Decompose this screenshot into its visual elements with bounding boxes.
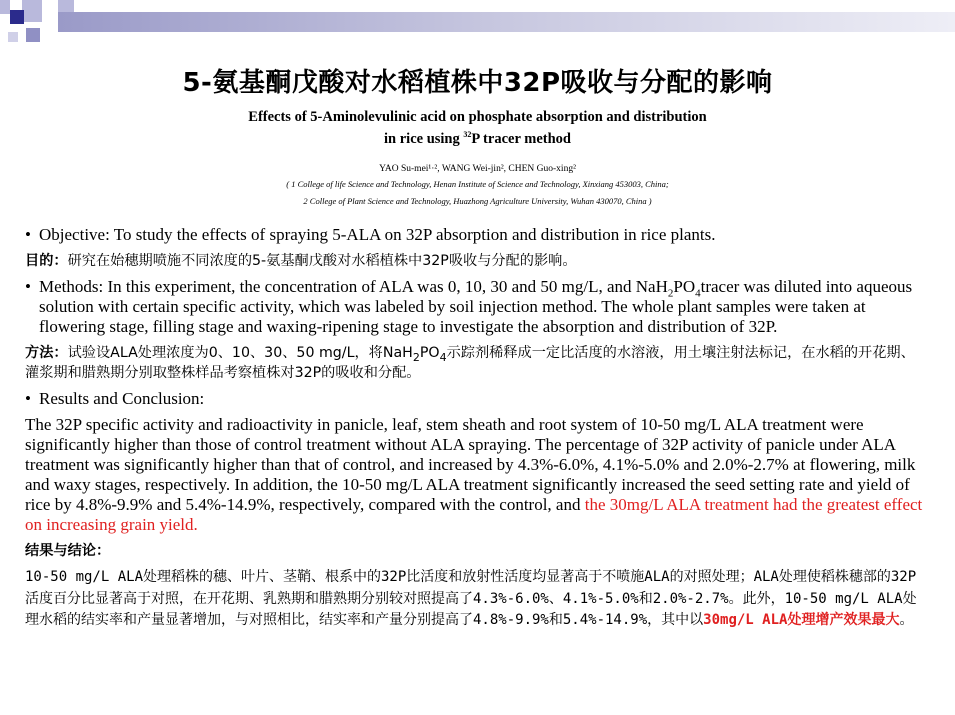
methods-en-mid: PO <box>673 277 696 296</box>
methods-zh <box>25 343 925 383</box>
paper-affiliation-1: ( 1 College of life Science and Technology, Henan Institute of Science and Technology, Xinxiang 453003, China; <box>286 179 669 189</box>
objective-zh-text: 研究在始穗期喷施不同浓度的5-氨基酮戊酸对水稻植株中32P吸收与分配的影响。 <box>67 253 577 269</box>
results-zh <box>25 567 925 632</box>
methods-en-text: Methods: In this experiment, the concentration of ALA was 0, 10, 30 and 50 mg/L, and NaH <box>39 277 668 296</box>
slide-title: 5-氨基酮戊酸对水稻植株中32P吸收与分配的影响 <box>182 68 773 98</box>
methods-en-sub1: 2 <box>667 287 674 300</box>
decorative-header-squares <box>0 0 955 50</box>
title-line2-end: P tracer method <box>471 131 571 147</box>
paper-english-title-line2 <box>0 128 955 150</box>
objective-zh-label: 目的： <box>25 253 68 269</box>
results-en-text: The 32P specific activity and radioactivity in panicle, leaf, stem sheath and root system of 10-50 mg/L ALA treatment were significantly higher than those of control treatment without ALA spraying. The percentage of 32P activity of panicle under ALA treatment was significantly higher than that of control, and increased by 4.3%-6.0%, 4.1%-5.0% and 2.0%-2.7% at flowering, milk and waxy stages, respectively. In addition, the 10-50 mg/L ALA treatment significantly increased the seed setting rate and yield of rice by 4.8%-9.9% and 5.4%-14.9%, respectively, compared with the control, and <box>25 415 916 514</box>
results-en <box>25 415 925 535</box>
results-zh-label-row <box>25 541 925 561</box>
title-superscript: 32 <box>463 130 472 140</box>
results-zh-end: 。 <box>899 612 914 628</box>
slide-body <box>25 224 925 632</box>
methods-zh-text: 试验设ALA处理浓度为0、10、30、50 mg/L，将NaH <box>67 345 413 361</box>
paper-header <box>0 106 955 210</box>
title-line2-text: in rice using <box>384 131 464 147</box>
paper-english-title-line1: Effects of 5-Aminolevulinic acid on phosphate absorption and distribution <box>248 109 707 125</box>
methods-en-sub2: 4 <box>695 287 701 300</box>
paper-authors: YAO Su-mei¹·², WANG Wei-jin², CHEN Guo-xing² <box>379 164 576 174</box>
results-zh-text: 10-50 mg/L ALA处理稻株的穗、叶片、茎鞘、根系中的32P比活度和放射性活度均显著高于不喷施ALA的对照处理；ALA处理使稻株穗部的32P活度百分比显著高于对照，在开花期、乳熟期和腊熟期分别较对照提高了4.3%-6.0%、4.1%-5.0%和2.0%-2.7%。此外，10-50 mg/L ALA处理水稻的结实率和产量显著增加，与对照相比，结实率和产量分别提高了4.8%-9.9%和5.4%-14.9%，其中以 <box>25 569 917 628</box>
methods-zh-mid: PO <box>419 345 440 361</box>
paper-affiliation-2: 2 College of Plant Science and Technology, Huazhong Agriculture University, Wuhan 430070, China ) <box>303 196 652 206</box>
methods-en <box>25 277 925 337</box>
results-zh-label: 结果与结论： <box>25 543 111 559</box>
objective-en: • Objective: To study the effects of spraying 5-ALA on 32P absorption and distribution in rice plants. <box>25 225 925 245</box>
results-en-highlight: the 30mg/L ALA treatment had the greatest effect on increasing grain yield. <box>25 495 923 534</box>
methods-zh-label: 方法： <box>25 345 68 361</box>
methods-en-rest: tracer was diluted into aqueous solution with certain specific activity, which was labeled by soil injection method. The whole plant samples were taken at flowering stage, filling stage and waxing-ripening stage to investigate the absorption and distribution of 32P. <box>39 277 913 336</box>
objective-zh <box>25 251 925 271</box>
methods-zh-sub1: 2 <box>412 350 420 364</box>
methods-zh-rest: 示踪剂稀释成一定比活度的水溶液，用土壤注射法标记，在水稻的开花期、灌浆期和腊熟期分别取整株样品考察植株对32P的吸收和分配。 <box>25 345 915 381</box>
results-heading: • Results and Conclusion: <box>25 389 925 409</box>
methods-zh-sub2: 4 <box>439 350 447 364</box>
results-zh-highlight: 30mg/L ALA处理增产效果最大 <box>703 612 900 628</box>
